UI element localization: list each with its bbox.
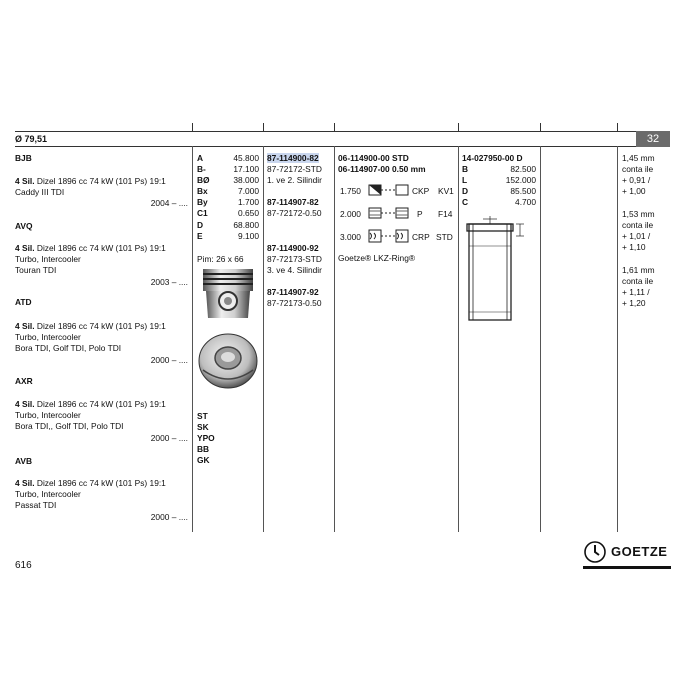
oil-ring-icon <box>368 227 410 245</box>
engine-spec-text: Dizel 1896 cc 74 kW (101 Ps) 19:1 <box>36 478 166 488</box>
engine-spec: 4 Sil. Dizel 1896 cc 74 kW (101 Ps) 19:1 <box>15 399 166 409</box>
engine-spec: 4 Sil. Dizel 1896 cc 74 kW (101 Ps) 19:1 <box>15 321 166 331</box>
tick <box>617 123 618 131</box>
page-number: 616 <box>15 560 32 571</box>
dim-value: 68.800 <box>233 220 259 230</box>
note-line: conta ile <box>622 220 654 230</box>
column-divider <box>192 146 193 532</box>
material-code: SK <box>197 422 209 432</box>
part-number: 87-114907-92 <box>267 287 319 297</box>
note-line: 1,53 mm <box>622 209 655 219</box>
piston-side-image <box>198 266 258 322</box>
ring-profile-icon <box>368 181 410 199</box>
bore-diameter: Ø 79,51 <box>15 134 48 144</box>
material-code: ST <box>197 411 208 421</box>
cylinder-note: 1. ve 2. Silindir <box>267 175 322 185</box>
dim-value: 82.500 <box>510 164 536 174</box>
tick <box>540 123 541 131</box>
dim-key: B <box>462 164 469 174</box>
tick <box>192 123 193 131</box>
tick <box>263 123 264 131</box>
dim-value: 1.700 <box>238 197 259 207</box>
ring-note: Goetze® LKZ-Ring® <box>338 253 416 263</box>
engine-spec-text: Dizel 1896 cc 74 kW (101 Ps) 19:1 <box>36 176 166 186</box>
engine-year: 2000 – .... <box>150 512 188 522</box>
note-line: + 1,11 / <box>622 287 650 297</box>
ring-width: 1.750 <box>340 186 361 196</box>
note-line: conta ile <box>622 276 654 286</box>
engine-spec-text: Dizel 1896 cc 74 kW (101 Ps) 19:1 <box>36 399 166 409</box>
dim-key: D <box>462 186 469 196</box>
cylinder-note: 3. ve 4. Silindir <box>267 265 322 275</box>
ring-profile-icon <box>368 204 410 222</box>
dim-value: 7.000 <box>238 186 259 196</box>
piston-top-image <box>197 330 259 392</box>
material-code: GK <box>197 455 210 465</box>
engine-code: AVQ <box>15 221 33 231</box>
goetze-logo-icon <box>583 540 607 564</box>
tick <box>334 123 335 131</box>
ring-width: 3.000 <box>340 232 361 242</box>
ring-width: 2.000 <box>340 209 361 219</box>
dim-key: Bx <box>197 186 208 196</box>
note-line: + 1,01 / <box>622 231 651 241</box>
engine-model: Caddy III TDI <box>15 187 65 197</box>
engine-code: BJB <box>15 153 32 163</box>
engine-year: 2000 – .... <box>150 433 188 443</box>
engine-turbo: Turbo, Intercooler <box>15 489 81 499</box>
brand-name: GOETZE <box>611 544 668 559</box>
note-line: 1,45 mm <box>622 153 655 163</box>
part-number: 87-72173-0.50 <box>267 298 322 308</box>
dim-key: D <box>197 220 204 230</box>
dim-key: BØ <box>197 175 210 185</box>
material-code: YPO <box>197 433 215 443</box>
part-number: 87-114900-92 <box>267 243 319 253</box>
ring-code: STD <box>436 232 453 242</box>
note-line: 1,61 mm <box>622 265 655 275</box>
dim-key: C <box>462 197 469 207</box>
dim-value: 0.650 <box>238 208 259 218</box>
ring-set-050: 06-114907-00 0.50 mm <box>338 164 426 174</box>
engine-spec-text: Dizel 1896 cc 74 kW (101 Ps) 19:1 <box>36 321 166 331</box>
part-number: 87-72173-STD <box>267 254 322 264</box>
dim-value: 9.100 <box>238 231 259 241</box>
cylinder-liner-drawing <box>465 214 529 324</box>
dim-key: L <box>462 175 468 185</box>
engine-spec: 4 Sil. Dizel 1896 cc 74 kW (101 Ps) 19:1 <box>15 243 166 253</box>
part-number: 87-114907-82 <box>267 197 319 207</box>
header-top-rule <box>15 131 670 132</box>
note-line: conta ile <box>622 164 654 174</box>
engine-year: 2000 – .... <box>150 355 188 365</box>
dim-value: 152.000 <box>505 175 536 185</box>
liner-part-number: 14-027950-00 D <box>462 153 523 163</box>
engine-code: AXR <box>15 376 33 386</box>
page-badge: 32 <box>636 131 670 147</box>
part-number: 87-72172-0.50 <box>267 208 322 218</box>
tick <box>458 123 459 131</box>
engine-year: 2003 – .... <box>150 277 188 287</box>
ring-set-std: 06-114900-00 STD <box>338 153 409 163</box>
dim-value: 4.700 <box>515 197 536 207</box>
ring-type: CRP <box>412 232 430 242</box>
dim-key: E <box>197 231 203 241</box>
part-number-highlighted[interactable]: 87-114900-82 <box>267 153 319 163</box>
column-divider <box>263 146 264 532</box>
dim-key: C1 <box>197 208 208 218</box>
dim-key: By <box>197 197 208 207</box>
dim-key: B- <box>197 164 206 174</box>
engine-code: ATD <box>15 297 32 307</box>
engine-year: 2004 – .... <box>150 198 188 208</box>
column-divider <box>617 146 618 532</box>
part-number: 87-72172-STD <box>267 164 322 174</box>
engine-turbo: Turbo, Intercooler <box>15 410 81 420</box>
engine-spec: 4 Sil. Dizel 1896 cc 74 kW (101 Ps) 19:1 <box>15 478 166 488</box>
pin-size: Pim: 26 x 66 <box>197 254 244 264</box>
engine-spec: 4 Sil. Dizel 1896 cc 74 kW (101 Ps) 19:1 <box>15 176 166 186</box>
header-bottom-rule <box>15 146 670 147</box>
dim-value: 17.100 <box>233 164 259 174</box>
dim-value: 38.000 <box>233 175 259 185</box>
engine-spec-text: Dizel 1896 cc 74 kW (101 Ps) 19:1 <box>36 243 166 253</box>
column-divider <box>334 146 335 532</box>
engine-code: AVB <box>15 456 33 466</box>
note-line: + 1,20 <box>622 298 646 308</box>
dim-value: 45.800 <box>233 153 259 163</box>
engine-turbo: Turbo, Intercooler <box>15 332 81 342</box>
dim-value: 85.500 <box>510 186 536 196</box>
note-line: + 0,91 / <box>622 175 651 185</box>
logo-underline <box>583 566 671 569</box>
note-line: + 1,00 <box>622 186 646 196</box>
engine-model: Passat TDI <box>15 500 57 510</box>
engine-model: Bora TDI,, Golf TDI, Polo TDI <box>15 421 124 431</box>
note-line: + 1,10 <box>622 242 646 252</box>
ring-code: KV1 <box>438 186 454 196</box>
engine-turbo: Turbo, Intercooler <box>15 254 81 264</box>
ring-type: P <box>417 209 423 219</box>
dim-key: A <box>197 153 204 163</box>
engine-model: Bora TDI, Golf TDI, Polo TDI <box>15 343 122 353</box>
engine-model: Touran TDI <box>15 265 57 275</box>
ring-type: CKP <box>412 186 430 196</box>
material-code: BB <box>197 444 210 454</box>
column-divider <box>458 146 459 532</box>
column-divider <box>540 146 541 532</box>
ring-code: F14 <box>438 209 453 219</box>
